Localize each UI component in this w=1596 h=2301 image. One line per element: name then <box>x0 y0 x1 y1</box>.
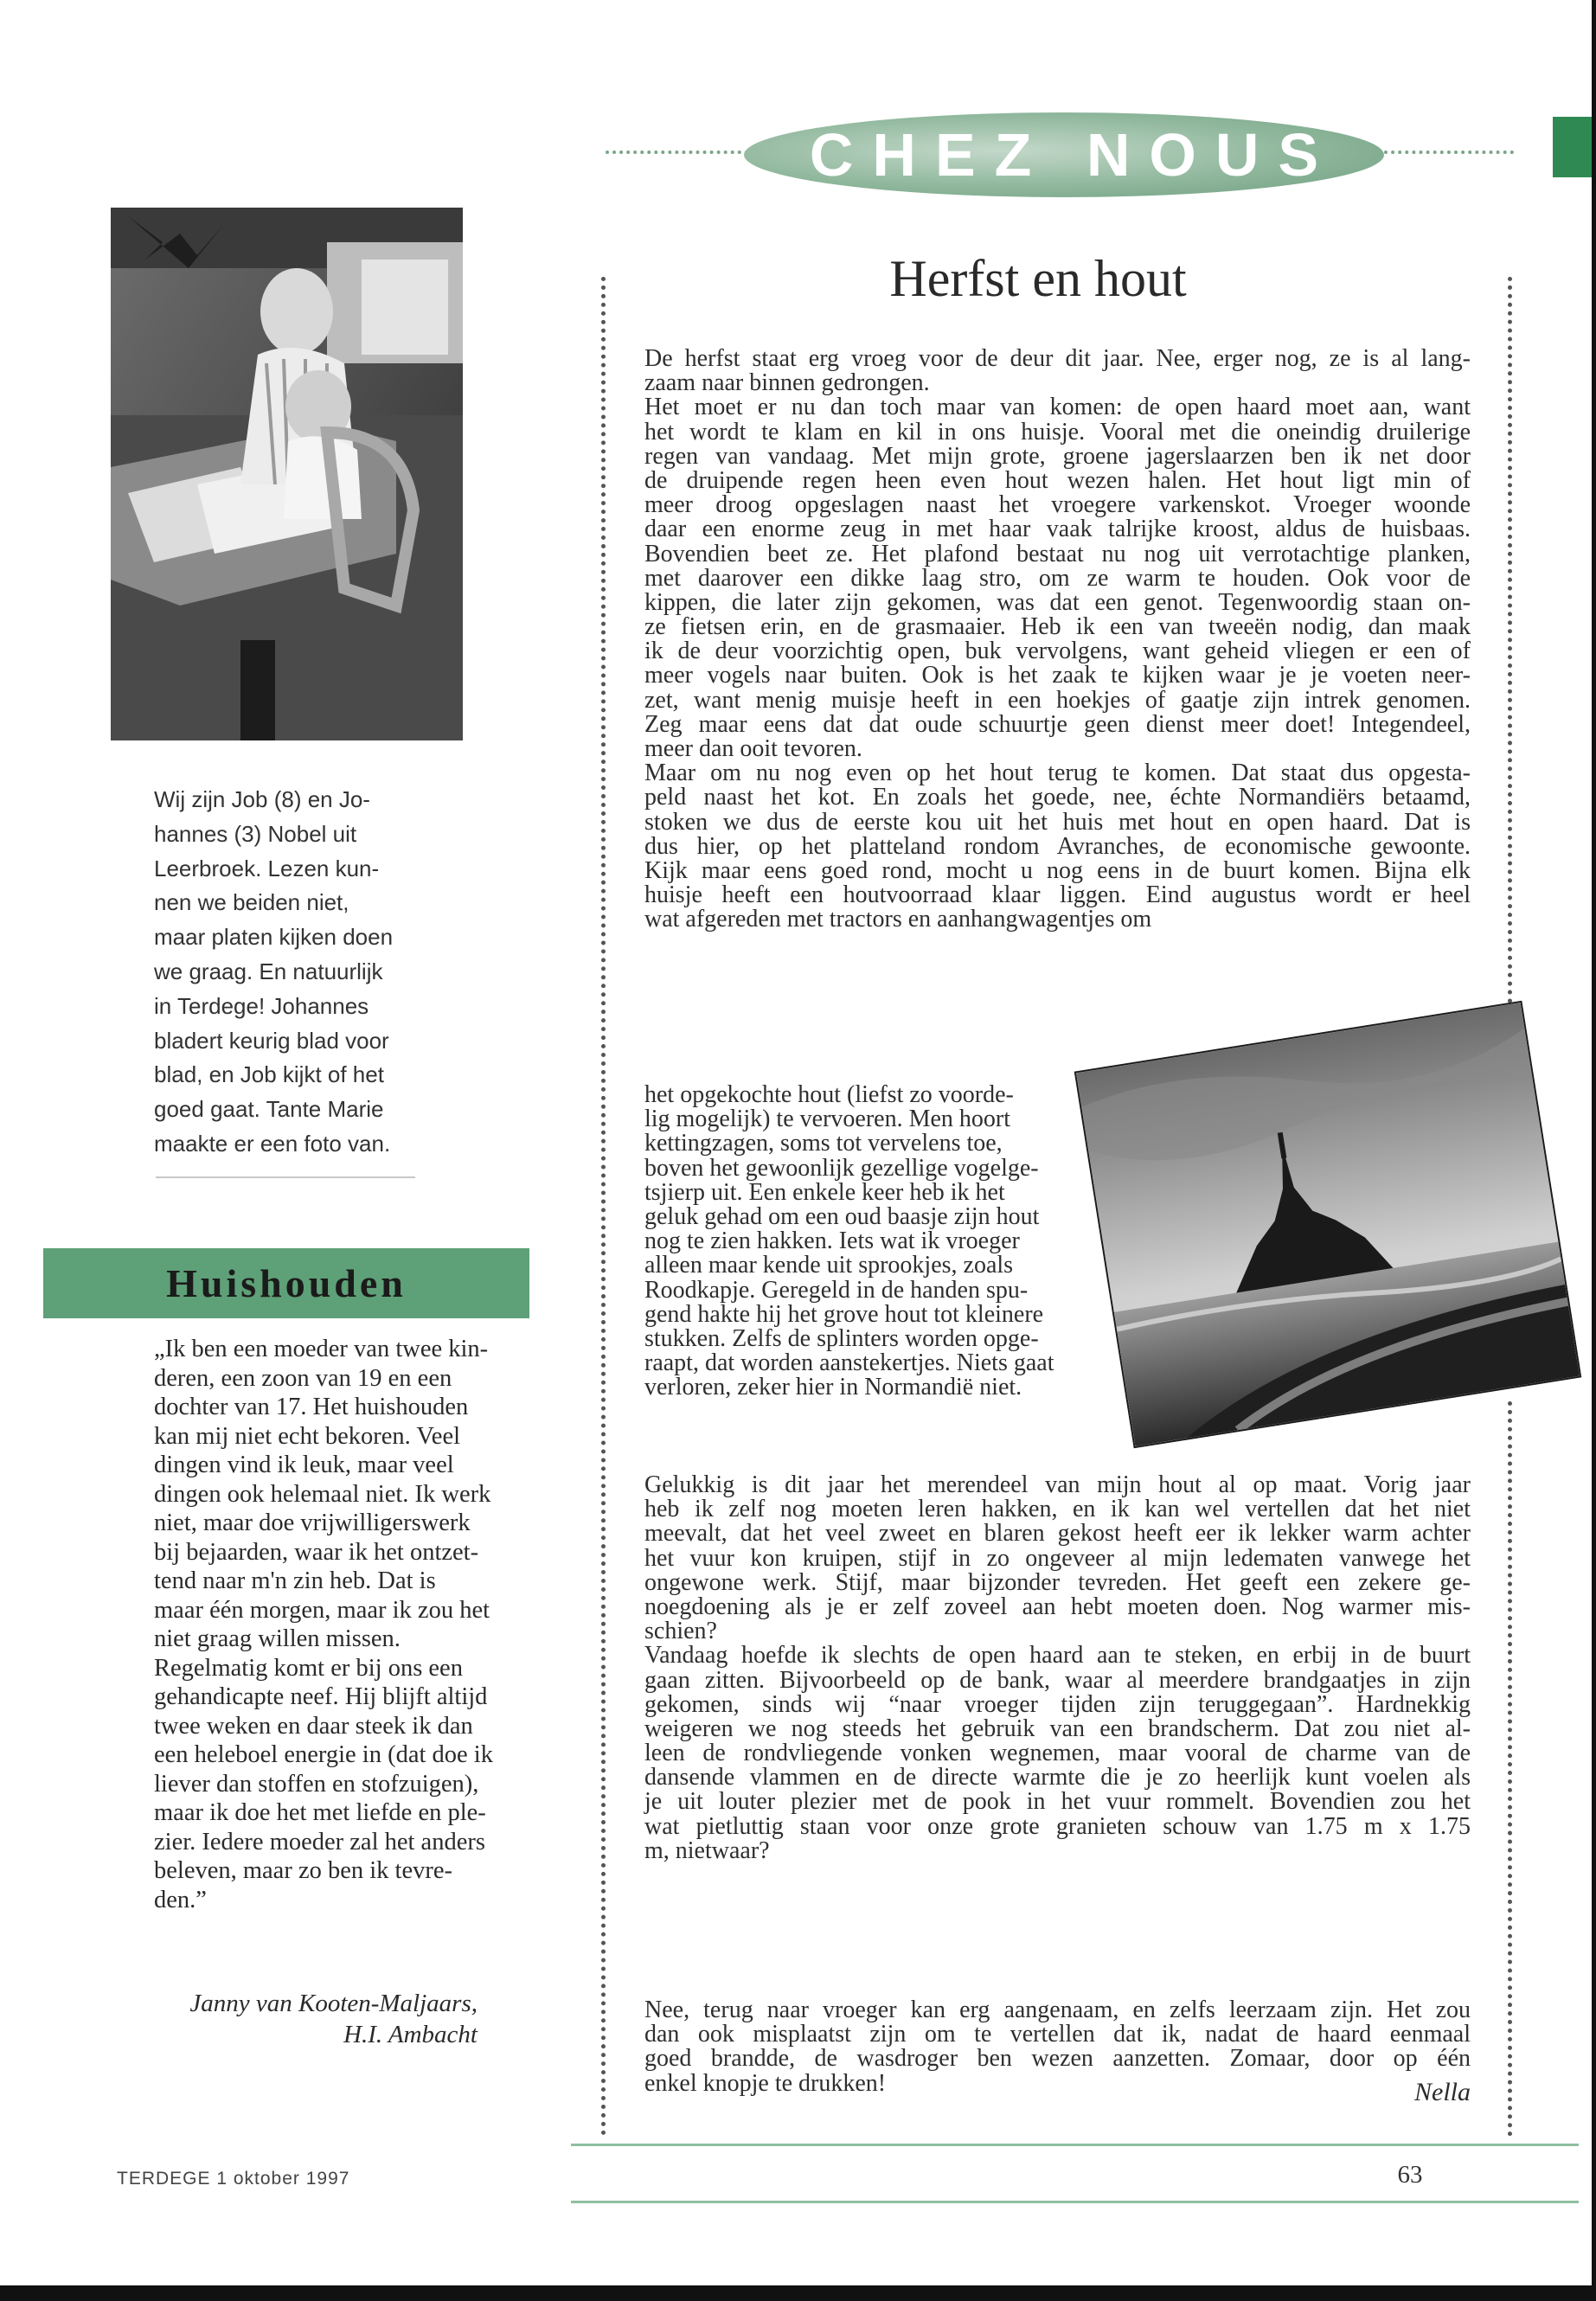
article-line: je uit louter plezier met de pook in het vuur rommelt. Bovendien zou het <box>644 1788 1471 1816</box>
article-line: ze fietsen erin, en de grasmaaier. Heb ik een van tweeën nodig, dan maak <box>644 613 1471 641</box>
article-line: wat pietluttig staan voor onze grote granieten schouw van 1.75 m x 1.75 <box>644 1812 1471 1840</box>
article-signature: Nella <box>1414 2078 1471 2106</box>
article-line: zet, want menig muisje heeft in een hoekjes of gaatje zijn intrek genomen. <box>644 686 1471 714</box>
footer-rule-bottom <box>571 2201 1579 2203</box>
sidebar-line: „Ik ben een moeder van twee kin- <box>154 1336 489 1362</box>
article-title: Herfst en hout <box>889 250 1187 307</box>
scan-edge-bottom <box>0 2285 1596 2301</box>
sidebar-line: niet graag willen missen. <box>154 1625 401 1652</box>
mont-saint-michel-photo <box>1074 1001 1582 1449</box>
article-line: Bovendien beet ze. Het plafond bestaat nu nog uit verrotachtige planken, <box>644 540 1471 567</box>
article-line: gaan zitten. Bijvoorbeeld op de bank, waar al meerdere brandgaatjes in zijn <box>644 1666 1471 1694</box>
caption-line: hannes (3) Nobel uit <box>154 820 357 847</box>
sidebar-line: dingen vind ik leuk, maar veel <box>154 1452 454 1478</box>
article-line: tsjierp uit. Een enkele keer heb ik het <box>644 1178 1005 1206</box>
article-line: ik de deur voorzichtig open, buk vervolgens, want geheid vliegen er een of <box>644 638 1471 665</box>
article-line: het vuur kon kruipen, stijf in zo ongeveer al mijn ledematen vanwege het <box>644 1544 1471 1572</box>
section-title: CHEZ NOUS <box>809 121 1338 189</box>
article-line: het opgekochte hout (liefst zo voorde- <box>644 1081 1014 1108</box>
article-line: met daarover een dikke laag stro, om ze warm te houden. Ook voor de <box>644 564 1471 592</box>
sidebar-line: tend naar m'n zin heb. Dat is <box>154 1567 436 1594</box>
photo-caption <box>154 783 431 1162</box>
sidebar-line: maar één morgen, maar ik zou het <box>154 1596 490 1624</box>
article-line: peld naast het kot. En zoals het goede, nee, échte Normandiërs betaamd, <box>644 784 1471 811</box>
article-line: nog te zien hakken. Iets wat ik vroeger <box>644 1227 1020 1255</box>
article-line: raapt, dat worden aanstekertjes. Niets gaat <box>644 1349 1054 1377</box>
article-text-block <box>644 347 1471 933</box>
column-dotted-border-left <box>601 277 606 2137</box>
article-line: heb ik zelf nog moeten leren hakken, en ik kan wel vertellen dat het niet <box>644 1496 1471 1523</box>
sidebar-line: deren, een zoon van 19 en een <box>154 1364 452 1392</box>
article-line: meer droog opgeslagen naast het vroegere varkenskot. Vroeger woonde <box>644 491 1471 519</box>
article-line: stukken. Zelfs de splinters worden opge- <box>644 1324 1039 1352</box>
caption-line: maakte er een foto van. <box>154 1130 391 1157</box>
section-header-badge <box>744 112 1384 197</box>
header-dotted-rule-right <box>1384 151 1514 154</box>
scan-edge-right <box>1592 0 1596 2301</box>
caption-line: bladert keurig blad voor <box>154 1027 389 1054</box>
article-line: daar een enorme zeug in met haar vaak talrijke kroost, aldus de huisbaas. <box>644 516 1471 543</box>
header-dotted-rule-left <box>606 151 748 154</box>
publication-footer: TERDEGE 1 oktober 1997 <box>117 2169 350 2189</box>
children-photo <box>111 208 463 740</box>
article-line: boven het gewoonlijk gezellige vogelge- <box>644 1154 1039 1182</box>
article-line: De herfst staat erg vroeg voor de deur dit jaar. Nee, erger nog, ze is al lang- <box>644 345 1471 372</box>
sidebar-heading: Huishouden <box>166 1261 407 1305</box>
article-line: weigeren we nog steeds het gebruik van een brandscherm. Dat zou niet al- <box>644 1715 1471 1742</box>
sidebar-line: dingen ook helemaal niet. Ik werk <box>154 1480 491 1508</box>
article-line: regen van vandaag. Met mijn grote, groene jagerslaarzen ben ik net door <box>644 442 1471 470</box>
caption-line: blad, en Job kijkt of het <box>154 1061 384 1088</box>
article-line: dan ook misplaatst zijn om te vertellen dat ik, nadat de haard eenmaal <box>644 2021 1471 2048</box>
article-line: meevalt, dat het veel zweet en blaren gekost heeft eer ik lekker warm achter <box>644 1520 1471 1548</box>
sidebar-line: dochter van 17. Het huishouden <box>154 1394 469 1420</box>
article-line: wat afgereden met tractors en aanhangwagentjes om <box>644 906 1152 933</box>
article-line: noegdoening als je er zelf zoveel aan hebt moeten doen. Nog warmer mis- <box>644 1593 1471 1620</box>
article-line: de druipende regen heen even hout wezen halen. Het hout ligt min of <box>644 466 1471 494</box>
article-line: verloren, zeker hier in Normandië niet. <box>644 1374 1022 1401</box>
article-line: Het moet er nu dan toch maar van komen: de open haard moet aan, want <box>644 394 1471 421</box>
footer-rule-top <box>571 2144 1579 2146</box>
article-line: het wordt te klam en kil in ons huisje. Vooral met die oneindig druilerige <box>644 418 1471 445</box>
article-line: dus hier, op het platteland rondom Avranches, de economische gewoonte. <box>644 832 1471 860</box>
article-line: ongewone werk. Stijf, maar bijzonder tevreden. Het geeft een zekere ge- <box>644 1568 1471 1596</box>
article-line: geluk gehad om een oud baasje zijn hout <box>644 1202 1040 1230</box>
caption-line: goed gaat. Tante Marie <box>154 1096 384 1123</box>
sidebar-heading-band <box>43 1248 529 1318</box>
article-line: lig mogelijk) te vervoeren. Men hoort <box>644 1106 1010 1133</box>
sidebar-line: maar ik doe het met liefde en ple- <box>154 1799 486 1826</box>
sidebar-text <box>154 1335 503 1914</box>
article-line: Roodkapje. Geregeld in de handen spu- <box>644 1276 1029 1304</box>
sidebar-line: kan mij niet echt bekoren. Veel <box>154 1422 461 1450</box>
sidebar-line: liever dan stoffen en stofzuigen), <box>154 1770 479 1798</box>
article-line: schien? <box>644 1618 717 1645</box>
sidebar-line: twee weken en daar steek ik dan <box>154 1712 473 1740</box>
sidebar-line: Regelmatig komt er bij ons een <box>154 1654 463 1682</box>
article-line: gend hakte hij het grove hout tot kleinere <box>644 1300 1044 1328</box>
article-line: Gelukkig is dit jaar het merendeel van mijn hout al op maat. Vorig jaar <box>644 1471 1471 1498</box>
article-line: huisje heeft een houtvoorraad klaar liggen. Eind augustus wordt er heel <box>644 881 1471 909</box>
article-line: alleen maar kende uit sprookjes, zoals <box>644 1252 1014 1279</box>
caption-line: in Terdege! Johannes <box>154 992 369 1019</box>
article-line: Vandaag hoefde ik slechts de open haard aan te steken, en erbij in de buurt <box>644 1642 1471 1670</box>
article-line: Nee, terug naar vroeger kan erg aangenaam, en zelfs leerzaam zijn. Het zou <box>644 1997 1471 2023</box>
article-line: meer vogels naar buiten. Ook is het zaak te kijken waar je je voeten neer- <box>644 662 1471 689</box>
sidebar-signature-place: H.I. Ambacht <box>343 2021 478 2048</box>
sidebar-line: een heleboel energie in (dat doe ik <box>154 1741 493 1768</box>
article-line: gekomen, sinds wij “naar vroeger tijden zijn teruggegaan”. Hardnekkig <box>644 1690 1471 1718</box>
sidebar-line: den.” <box>154 1886 207 1913</box>
sidebar-signature-name: Janny van Kooten-Maljaars, <box>189 1990 478 2017</box>
sidebar-line: gehandicapte neef. Hij blijft altijd <box>154 1683 488 1710</box>
article-line: m, nietwaar? <box>644 1836 770 1864</box>
sidebar-signature <box>130 1988 478 2050</box>
article-line: goed brandde, de wasdroger ben wezen aanzetten. Zomaar, door op één <box>644 2045 1471 2073</box>
article-line: leen de rondvliegende vonken wegnemen, maar vooral de charme van de <box>644 1740 1471 1767</box>
article-line: meer dan ooit tevoren. <box>644 735 862 762</box>
caption-line: we graag. En natuurlijk <box>154 958 383 984</box>
sidebar-line: zier. Iedere moeder zal het anders <box>154 1828 485 1856</box>
section-tab-marker <box>1553 117 1592 177</box>
article-line: Maar om nu nog even op het hout terug te komen. Dat staat dus opgesta- <box>644 760 1471 787</box>
caption-line: nen we beiden niet, <box>154 889 349 916</box>
article-line: kettingzagen, soms tot vervelens toe, <box>644 1130 1003 1157</box>
caption-line: Leerbroek. Lezen kun- <box>154 855 380 881</box>
article-line: kippen, die later zijn gekomen, was dat een genot. Tegenwoordig staan on- <box>644 588 1471 616</box>
sidebar-line: beleven, maar zo ben ik tevre- <box>154 1857 452 1884</box>
article-line: dansende vlammen en de directe warmte die je zo heerlijk kunt voelen als <box>644 1764 1471 1791</box>
article-line: Kijk maar eens goed rond, mocht u nog eens in de buurt komen. Bijna elk <box>644 856 1471 884</box>
article-line: zaam naar binnen gedrongen. <box>644 369 930 397</box>
article-text-block <box>644 1473 1471 1863</box>
sidebar-line: bij bejaarden, waar ik het ontzet- <box>154 1538 479 1566</box>
column-dotted-border-right-bottom <box>1508 1401 1512 2137</box>
page-number: 63 <box>1397 2161 1423 2189</box>
caption-line: Wij zijn Job (8) en Jo- <box>154 786 370 812</box>
article-line: Zeg maar eens dat dat oude schuurtje geen dienst meer doet! Integendeel, <box>644 710 1471 738</box>
column-dotted-border-right-top <box>1508 277 1512 1047</box>
caption-line: maar platen kijken doen <box>154 924 394 951</box>
caption-divider <box>156 1176 415 1178</box>
sidebar-line: niet, maar doe vrijwilligerswerk <box>154 1509 471 1536</box>
article-text-wrap-block <box>644 1083 1116 1400</box>
article-line: stoken we dus de eerste kou uit het huis met hout en open haard. Dat is <box>644 808 1471 836</box>
article-line: enkel knopje te drukken! <box>644 2069 887 2097</box>
